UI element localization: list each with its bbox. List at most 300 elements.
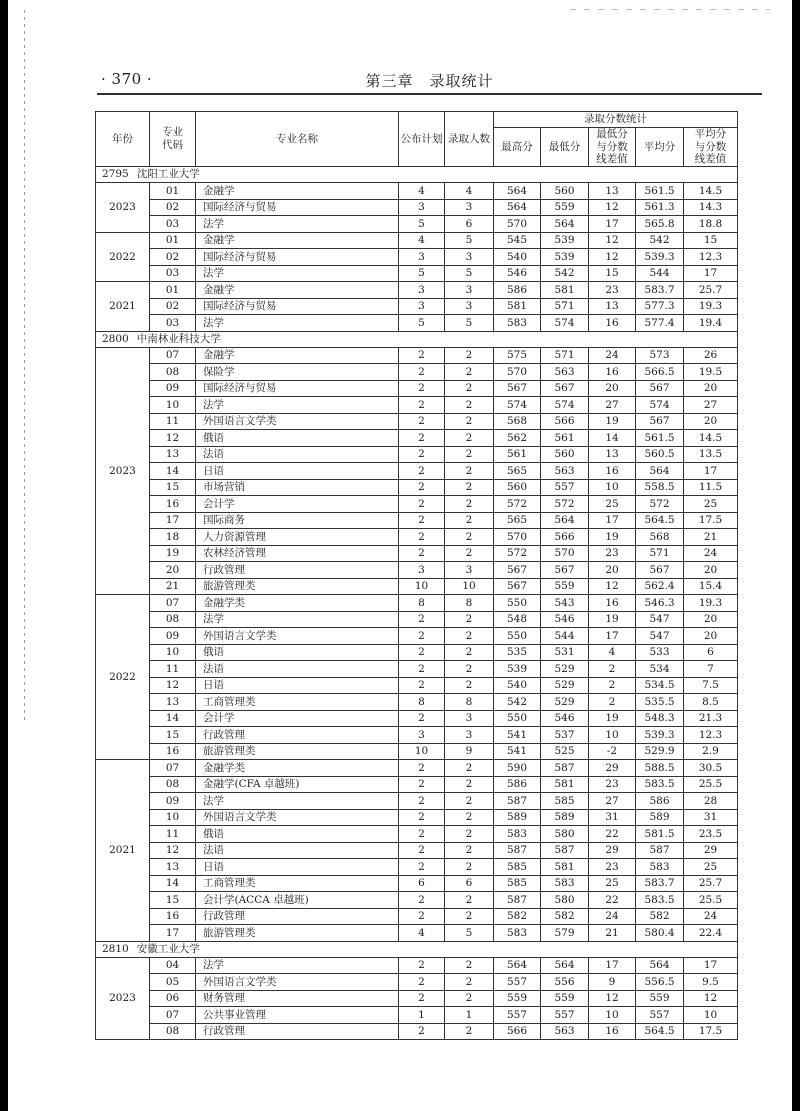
major-name-cell: 外国语言文学类 <box>196 413 399 430</box>
plan-cell: 5 <box>399 265 445 282</box>
major-name-cell: 金融学类 <box>196 760 399 777</box>
avg-score-cell: 535.5 <box>636 694 684 711</box>
avg-diff-cell: 25.7 <box>684 875 738 892</box>
min-diff-cell: 16 <box>589 364 636 381</box>
max-score-cell: 589 <box>494 809 541 826</box>
min-score-cell: 543 <box>541 595 589 612</box>
min-score-cell: 587 <box>541 760 589 777</box>
admitted-cell: 10 <box>445 578 494 595</box>
min-diff-cell: 25 <box>589 496 636 513</box>
major-name-cell: 金融学 <box>196 282 399 299</box>
min-score-cell: 563 <box>541 364 589 381</box>
avg-diff-cell: 19.3 <box>684 595 738 612</box>
admitted-cell: 2 <box>445 628 494 645</box>
plan-cell: 4 <box>399 232 445 249</box>
admitted-cell: 2 <box>445 446 494 463</box>
admitted-cell: 2 <box>445 908 494 925</box>
avg-score-cell: 564.5 <box>636 512 684 529</box>
table-row <box>96 925 738 942</box>
min-score-cell: 574 <box>541 315 589 332</box>
major-name-cell: 法学 <box>196 957 399 974</box>
table-row <box>96 249 738 266</box>
min-score-cell: 531 <box>541 644 589 661</box>
avg-score-cell: 564.5 <box>636 1023 684 1040</box>
major-code-cell: 11 <box>150 826 196 843</box>
avg-diff-cell: 19.5 <box>684 364 738 381</box>
major-code-cell: 06 <box>150 990 196 1007</box>
min-diff-cell: 23 <box>589 776 636 793</box>
max-score-cell: 564 <box>494 199 541 216</box>
min-score-cell: 570 <box>541 545 589 562</box>
avg-diff-cell: 31 <box>684 809 738 826</box>
avg-diff-cell: 17 <box>684 957 738 974</box>
major-name-cell: 工商管理类 <box>196 694 399 711</box>
admitted-cell: 2 <box>445 974 494 991</box>
major-code-cell: 19 <box>150 545 196 562</box>
plan-cell: 2 <box>399 760 445 777</box>
min-score-cell: 557 <box>541 479 589 496</box>
major-code-cell: 08 <box>150 611 196 628</box>
min-score-cell: 571 <box>541 347 589 364</box>
plan-cell: 2 <box>399 644 445 661</box>
plan-cell: 2 <box>399 380 445 397</box>
major-code-cell: 03 <box>150 265 196 282</box>
min-diff-cell: 13 <box>589 298 636 315</box>
min-diff-cell: 12 <box>589 990 636 1007</box>
major-code-cell: 07 <box>150 595 196 612</box>
min-score-cell: 580 <box>541 892 589 909</box>
header-rule <box>97 93 762 95</box>
major-name-cell: 金融学(CFA 卓越班) <box>196 776 399 793</box>
min-score-cell: 537 <box>541 727 589 744</box>
major-name-cell: 旅游管理类 <box>196 578 399 595</box>
avg-diff-cell: 25 <box>684 859 738 876</box>
min-diff-cell: 10 <box>589 727 636 744</box>
min-diff-cell: 17 <box>589 216 636 233</box>
major-code-cell: 18 <box>150 529 196 546</box>
major-name-cell: 法学 <box>196 397 399 414</box>
major-name-cell: 国际经济与贸易 <box>196 298 399 315</box>
admitted-cell: 5 <box>445 265 494 282</box>
avg-score-cell: 588.5 <box>636 760 684 777</box>
min-score-cell: 529 <box>541 661 589 678</box>
table-row <box>96 611 738 628</box>
major-code-cell: 11 <box>150 661 196 678</box>
major-code-cell: 14 <box>150 710 196 727</box>
table-row <box>96 661 738 678</box>
major-name-cell: 俄语 <box>196 826 399 843</box>
min-diff-cell: 23 <box>589 282 636 299</box>
admitted-cell: 2 <box>445 826 494 843</box>
max-score-cell: 586 <box>494 282 541 299</box>
major-name-cell: 公共事业管理 <box>196 1007 399 1024</box>
max-score-cell: 587 <box>494 892 541 909</box>
plan-cell: 2 <box>399 1023 445 1040</box>
avg-diff-cell: 12.3 <box>684 249 738 266</box>
avg-diff-cell: 2.9 <box>684 743 738 760</box>
page-header <box>97 70 762 92</box>
table-row <box>96 727 738 744</box>
plan-cell: 6 <box>399 875 445 892</box>
avg-diff-cell: 17.5 <box>684 1023 738 1040</box>
major-code-cell: 01 <box>150 232 196 249</box>
plan-cell: 2 <box>399 413 445 430</box>
major-code-cell: 03 <box>150 315 196 332</box>
min-diff-cell: 17 <box>589 512 636 529</box>
min-diff-cell: 24 <box>589 908 636 925</box>
plan-cell: 2 <box>399 611 445 628</box>
avg-diff-cell: 20 <box>684 628 738 645</box>
avg-score-cell: 583.5 <box>636 776 684 793</box>
min-score-cell: 546 <box>541 611 589 628</box>
max-score-cell: 583 <box>494 826 541 843</box>
table-row <box>96 859 738 876</box>
avg-score-cell: 573 <box>636 347 684 364</box>
table-row <box>96 265 738 282</box>
min-diff-cell: 2 <box>589 677 636 694</box>
max-score-cell: 557 <box>494 1007 541 1024</box>
table-row <box>96 908 738 925</box>
avg-score-cell: 561.3 <box>636 199 684 216</box>
major-code-cell: 07 <box>150 1007 196 1024</box>
admitted-cell: 9 <box>445 743 494 760</box>
avg-score-cell: 534 <box>636 661 684 678</box>
avg-diff-cell: 14.5 <box>684 430 738 447</box>
avg-score-cell: 568 <box>636 529 684 546</box>
avg-diff-cell: 19.3 <box>684 298 738 315</box>
table-row <box>96 957 738 974</box>
admitted-cell: 2 <box>445 463 494 480</box>
table-row <box>96 479 738 496</box>
plan-cell: 8 <box>399 694 445 711</box>
avg-score-cell: 547 <box>636 628 684 645</box>
min-diff-cell: 12 <box>589 578 636 595</box>
min-score-cell: 563 <box>541 1023 589 1040</box>
max-score-cell: 535 <box>494 644 541 661</box>
plan-cell: 2 <box>399 430 445 447</box>
major-name-cell: 法语 <box>196 446 399 463</box>
admitted-cell: 3 <box>445 710 494 727</box>
major-name-cell: 国际商务 <box>196 512 399 529</box>
plan-cell: 3 <box>399 199 445 216</box>
avg-score-cell: 559 <box>636 990 684 1007</box>
plan-cell: 5 <box>399 216 445 233</box>
admitted-cell: 2 <box>445 512 494 529</box>
plan-cell: 3 <box>399 298 445 315</box>
min-diff-cell: 19 <box>589 529 636 546</box>
major-code-cell: 16 <box>150 908 196 925</box>
major-code-cell: 10 <box>150 809 196 826</box>
max-score-cell: 566 <box>494 1023 541 1040</box>
avg-score-cell: 564 <box>636 463 684 480</box>
min-score-cell: 567 <box>541 562 589 579</box>
table-row <box>96 282 738 299</box>
max-score-cell: 540 <box>494 249 541 266</box>
avg-diff-cell: 8.5 <box>684 694 738 711</box>
max-score-cell: 559 <box>494 990 541 1007</box>
avg-score-cell: 574 <box>636 397 684 414</box>
avg-diff-cell: 12 <box>684 990 738 1007</box>
table-row <box>96 826 738 843</box>
avg-diff-cell: 23.5 <box>684 826 738 843</box>
max-score-cell: 570 <box>494 529 541 546</box>
major-name-cell: 国际经济与贸易 <box>196 380 399 397</box>
plan-cell: 2 <box>399 529 445 546</box>
major-name-cell: 保险学 <box>196 364 399 381</box>
min-score-cell: 580 <box>541 826 589 843</box>
major-name-cell: 法语 <box>196 842 399 859</box>
table-row <box>96 397 738 414</box>
avg-diff-cell: 27 <box>684 397 738 414</box>
admitted-cell: 1 <box>445 1007 494 1024</box>
min-diff-cell: 19 <box>589 710 636 727</box>
year-cell: 2021 <box>96 760 150 942</box>
table-row <box>96 743 738 760</box>
major-name-cell: 法学 <box>196 265 399 282</box>
max-score-cell: 583 <box>494 315 541 332</box>
avg-diff-cell: 20 <box>684 413 738 430</box>
admitted-cell: 2 <box>445 661 494 678</box>
min-score-cell: 581 <box>541 776 589 793</box>
major-name-cell: 俄语 <box>196 430 399 447</box>
min-score-cell: 566 <box>541 413 589 430</box>
avg-score-cell: 562.4 <box>636 578 684 595</box>
min-diff-cell: 23 <box>589 545 636 562</box>
max-score-cell: 586 <box>494 776 541 793</box>
admitted-cell: 3 <box>445 282 494 299</box>
plan-cell: 2 <box>399 512 445 529</box>
admitted-cell: 2 <box>445 842 494 859</box>
plan-cell: 4 <box>399 183 445 200</box>
plan-cell: 2 <box>399 364 445 381</box>
plan-cell: 2 <box>399 859 445 876</box>
year-cell: 2023 <box>96 347 150 595</box>
university-row <box>96 331 738 347</box>
min-score-cell: 561 <box>541 430 589 447</box>
table-row <box>96 875 738 892</box>
header-avg: 平均分 <box>636 128 684 167</box>
min-diff-cell: 16 <box>589 1023 636 1040</box>
min-score-cell: 564 <box>541 957 589 974</box>
avg-score-cell: 581.5 <box>636 826 684 843</box>
max-score-cell: 570 <box>494 216 541 233</box>
max-score-cell: 539 <box>494 661 541 678</box>
major-code-cell: 13 <box>150 446 196 463</box>
major-name-cell: 行政管理 <box>196 908 399 925</box>
table-row <box>96 1007 738 1024</box>
major-code-cell: 20 <box>150 562 196 579</box>
min-score-cell: 559 <box>541 578 589 595</box>
min-diff-cell: 24 <box>589 347 636 364</box>
avg-score-cell: 565.8 <box>636 216 684 233</box>
plan-cell: 2 <box>399 793 445 810</box>
avg-diff-cell: 25.5 <box>684 776 738 793</box>
major-code-cell: 15 <box>150 479 196 496</box>
avg-diff-cell: 24 <box>684 908 738 925</box>
min-diff-cell: 19 <box>589 611 636 628</box>
page-number: · 370 · <box>101 70 153 88</box>
min-diff-cell: 13 <box>589 183 636 200</box>
max-score-cell: 560 <box>494 479 541 496</box>
university-cell <box>96 167 738 183</box>
avg-score-cell: 572 <box>636 496 684 513</box>
table-row <box>96 694 738 711</box>
max-score-cell: 590 <box>494 760 541 777</box>
max-score-cell: 587 <box>494 842 541 859</box>
min-diff-cell: 12 <box>589 232 636 249</box>
max-score-cell: 587 <box>494 793 541 810</box>
major-name-cell: 财务管理 <box>196 990 399 1007</box>
plan-cell: 2 <box>399 677 445 694</box>
avg-score-cell: 561.5 <box>636 183 684 200</box>
min-diff-cell: 17 <box>589 957 636 974</box>
avg-diff-cell: 15 <box>684 232 738 249</box>
max-score-cell: 585 <box>494 875 541 892</box>
min-score-cell: 544 <box>541 628 589 645</box>
plan-cell: 2 <box>399 892 445 909</box>
plan-cell: 2 <box>399 347 445 364</box>
major-code-cell: 17 <box>150 925 196 942</box>
major-code-cell: 14 <box>150 875 196 892</box>
plan-cell: 3 <box>399 562 445 579</box>
min-diff-cell: 19 <box>589 413 636 430</box>
avg-score-cell: 557 <box>636 1007 684 1024</box>
plan-cell: 2 <box>399 446 445 463</box>
table-row <box>96 512 738 529</box>
plan-cell: 10 <box>399 578 445 595</box>
major-name-cell: 行政管理 <box>196 727 399 744</box>
university-cell <box>96 331 738 347</box>
major-code-cell: 10 <box>150 644 196 661</box>
min-score-cell: 539 <box>541 249 589 266</box>
avg-score-cell: 567 <box>636 562 684 579</box>
major-name-cell: 外国语言文学类 <box>196 628 399 645</box>
admitted-cell: 5 <box>445 232 494 249</box>
major-code-cell: 08 <box>150 364 196 381</box>
min-score-cell: 587 <box>541 842 589 859</box>
min-score-cell: 557 <box>541 1007 589 1024</box>
avg-diff-cell: 20 <box>684 611 738 628</box>
table-row <box>96 380 738 397</box>
avg-diff-cell: 17 <box>684 463 738 480</box>
min-score-cell: 567 <box>541 380 589 397</box>
avg-score-cell: 560.5 <box>636 446 684 463</box>
min-diff-cell: 14 <box>589 430 636 447</box>
min-diff-cell: 13 <box>589 446 636 463</box>
major-code-cell: 02 <box>150 199 196 216</box>
avg-diff-cell: 13.5 <box>684 446 738 463</box>
admitted-cell: 2 <box>445 760 494 777</box>
min-diff-cell: 9 <box>589 974 636 991</box>
avg-diff-cell: 15.4 <box>684 578 738 595</box>
admitted-cell: 2 <box>445 364 494 381</box>
min-diff-cell: 23 <box>589 859 636 876</box>
major-name-cell: 金融学类 <box>196 595 399 612</box>
table-body <box>96 167 738 1040</box>
min-diff-cell: 10 <box>589 479 636 496</box>
max-score-cell: 567 <box>494 380 541 397</box>
table-row <box>96 644 738 661</box>
min-score-cell: 559 <box>541 199 589 216</box>
table-row <box>96 199 738 216</box>
table-row <box>96 677 738 694</box>
major-name-cell: 旅游管理类 <box>196 743 399 760</box>
major-name-cell: 金融学 <box>196 347 399 364</box>
admitted-cell: 3 <box>445 199 494 216</box>
min-score-cell: 582 <box>541 908 589 925</box>
major-name-cell: 金融学 <box>196 232 399 249</box>
admitted-cell: 6 <box>445 875 494 892</box>
min-diff-cell: 4 <box>589 644 636 661</box>
university-row <box>96 167 738 183</box>
min-score-cell: 572 <box>541 496 589 513</box>
admitted-cell: 4 <box>445 183 494 200</box>
min-score-cell: 542 <box>541 265 589 282</box>
plan-cell: 2 <box>399 990 445 1007</box>
table-row <box>96 842 738 859</box>
avg-score-cell: 534.5 <box>636 677 684 694</box>
max-score-cell: 572 <box>494 545 541 562</box>
avg-diff-cell: 17.5 <box>684 512 738 529</box>
major-code-cell: 08 <box>150 1023 196 1040</box>
avg-score-cell: 539.3 <box>636 249 684 266</box>
admitted-cell: 2 <box>445 1023 494 1040</box>
major-code-cell: 14 <box>150 463 196 480</box>
min-score-cell: 560 <box>541 446 589 463</box>
avg-score-cell: 589 <box>636 809 684 826</box>
table-row <box>96 595 738 612</box>
chapter-title: 第三章 录取统计 <box>365 72 494 90</box>
major-code-cell: 10 <box>150 397 196 414</box>
min-diff-cell: 15 <box>589 265 636 282</box>
min-score-cell: 563 <box>541 463 589 480</box>
avg-score-cell: 580.4 <box>636 925 684 942</box>
plan-cell: 2 <box>399 842 445 859</box>
major-name-cell: 国际经济与贸易 <box>196 249 399 266</box>
major-name-cell: 工商管理类 <box>196 875 399 892</box>
major-code-cell: 13 <box>150 694 196 711</box>
max-score-cell: 550 <box>494 710 541 727</box>
year-cell: 2023 <box>96 957 150 1040</box>
avg-score-cell: 583.7 <box>636 282 684 299</box>
university-code: 2795 <box>102 168 129 181</box>
avg-score-cell: 548.3 <box>636 710 684 727</box>
admitted-cell: 2 <box>445 479 494 496</box>
table-row <box>96 760 738 777</box>
min-diff-cell: 27 <box>589 397 636 414</box>
table-row <box>96 974 738 991</box>
major-code-cell: 09 <box>150 793 196 810</box>
avg-score-cell: 567 <box>636 380 684 397</box>
avg-diff-cell: 18.8 <box>684 216 738 233</box>
major-code-cell: 12 <box>150 430 196 447</box>
min-score-cell: 525 <box>541 743 589 760</box>
admitted-cell: 5 <box>445 925 494 942</box>
avg-score-cell: 561.5 <box>636 430 684 447</box>
university-code: 2800 <box>102 332 129 345</box>
min-score-cell: 560 <box>541 183 589 200</box>
table-row <box>96 578 738 595</box>
major-code-cell: 17 <box>150 512 196 529</box>
avg-diff-cell: 20 <box>684 562 738 579</box>
major-name-cell: 人力资源管理 <box>196 529 399 546</box>
table-row <box>96 315 738 332</box>
avg-diff-cell: 17 <box>684 265 738 282</box>
admitted-cell: 8 <box>445 694 494 711</box>
min-diff-cell: 2 <box>589 694 636 711</box>
max-score-cell: 565 <box>494 512 541 529</box>
university-cell <box>96 941 738 957</box>
